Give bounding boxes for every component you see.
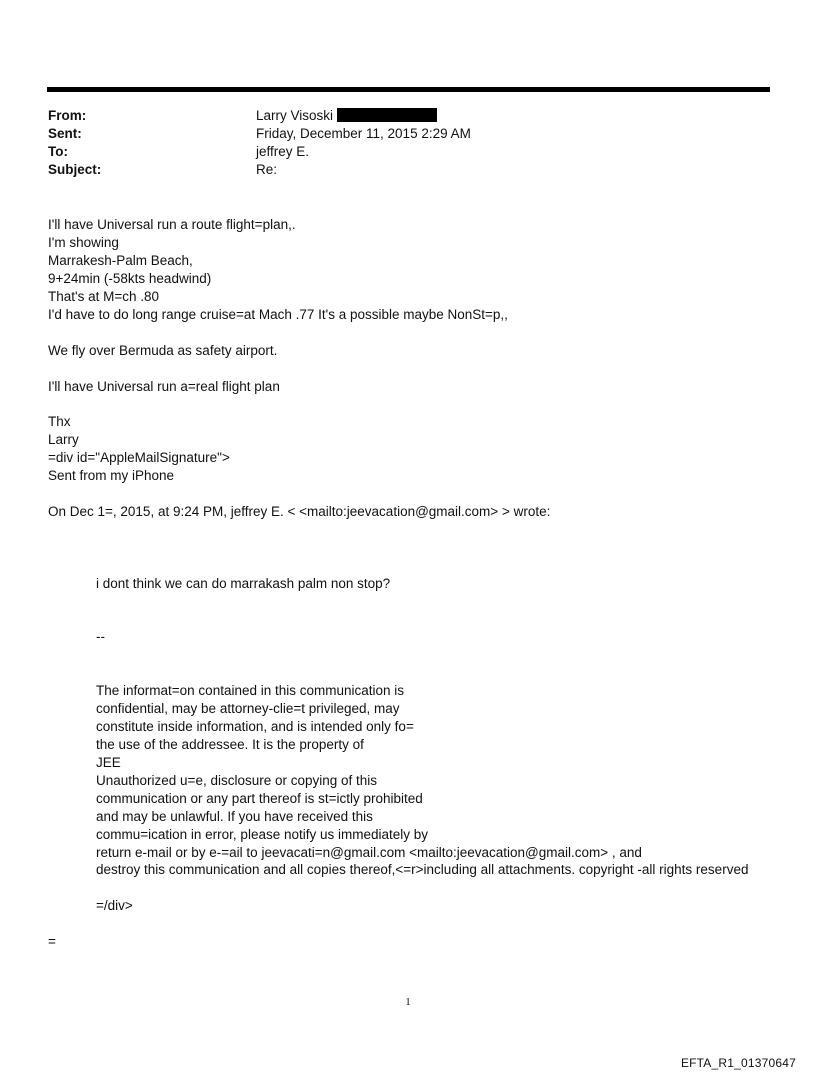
body-line: I'll have Universal run a=real flight plan [48, 379, 280, 394]
body-line: Thx [48, 414, 71, 429]
body-line: Sent from my iPhone [48, 468, 175, 483]
disclaimer-line: Unauthorized u=e, disclosure or copying of this [96, 773, 378, 788]
body-line: I'm showing [48, 235, 119, 250]
body-line: I'd have to do long range cruise=at Mach .77 It's a possible maybe NonSt=p,, [48, 307, 508, 322]
disclaimer-line: The informat=on contained in this communication is [96, 683, 405, 698]
from-value [256, 107, 437, 125]
disclaimer-line: communication or any part thereof is st=ictly prohibited [96, 791, 423, 806]
sent-label: Sent: [48, 126, 82, 141]
sent-value: Friday, December 11, 2015 2:29 AM [256, 126, 471, 141]
trailing-mark: = [48, 934, 56, 949]
body-line: =div id="AppleMailSignature"> [48, 450, 230, 465]
body-line: Marrakesh-Palm Beach, [48, 253, 193, 268]
body-line: On Dec 1=, 2015, at 9:24 PM, jeffrey E. < <mailto:jeevacation@gmail.com> > wrote: [48, 504, 551, 519]
to-label: To: [48, 144, 68, 159]
from-label: From: [48, 108, 87, 123]
disclaimer-line: the use of the addressee. It is the property of [96, 737, 364, 752]
from-name: Larry Visoski [256, 108, 334, 123]
to-value: jeffrey E. [256, 144, 310, 159]
bates-number: EFTA_R1_01370647 [680, 1056, 796, 1070]
disclaimer-line: JEE [96, 755, 121, 770]
disclaimer-line: constitute inside information, and is intended only fo= [96, 719, 414, 734]
disclaimer-line: commu=ication in error, please notify us immediately by [96, 827, 429, 842]
quoted-separator: -- [96, 629, 105, 644]
page-number: 1 [405, 996, 411, 1008]
disclaimer-line: confidential, may be attorney-clie=t privileged, may [96, 701, 400, 716]
disclaimer-line: and may be unlawful. If you have received this [96, 809, 373, 824]
subject-label: Subject: [48, 162, 102, 177]
body-line: That's at M=ch .80 [48, 289, 160, 304]
quoted-message: i dont think we can do marrakash palm non stop? [96, 576, 391, 591]
body-line: We fly over Bermuda as safety airport. [48, 343, 278, 358]
redaction-box [337, 108, 437, 122]
disclaimer-line: return e-mail or by e-=ail to jeevacati=n@gmail.com <mailto:jeevacation@gmail.com> , and [96, 845, 642, 860]
quoted-closing: =/div> [96, 898, 133, 913]
header-rule [47, 87, 770, 92]
body-line: I'll have Universal run a route flight=plan,. [48, 217, 296, 232]
body-line: Larry [48, 432, 79, 447]
subject-value: Re: [256, 162, 278, 177]
disclaimer-line: destroy this communication and all copies thereof,<=r>including all attachments. copyright -all rights reserved [96, 862, 749, 877]
body-line: 9+24min (-58kts headwind) [48, 271, 212, 286]
